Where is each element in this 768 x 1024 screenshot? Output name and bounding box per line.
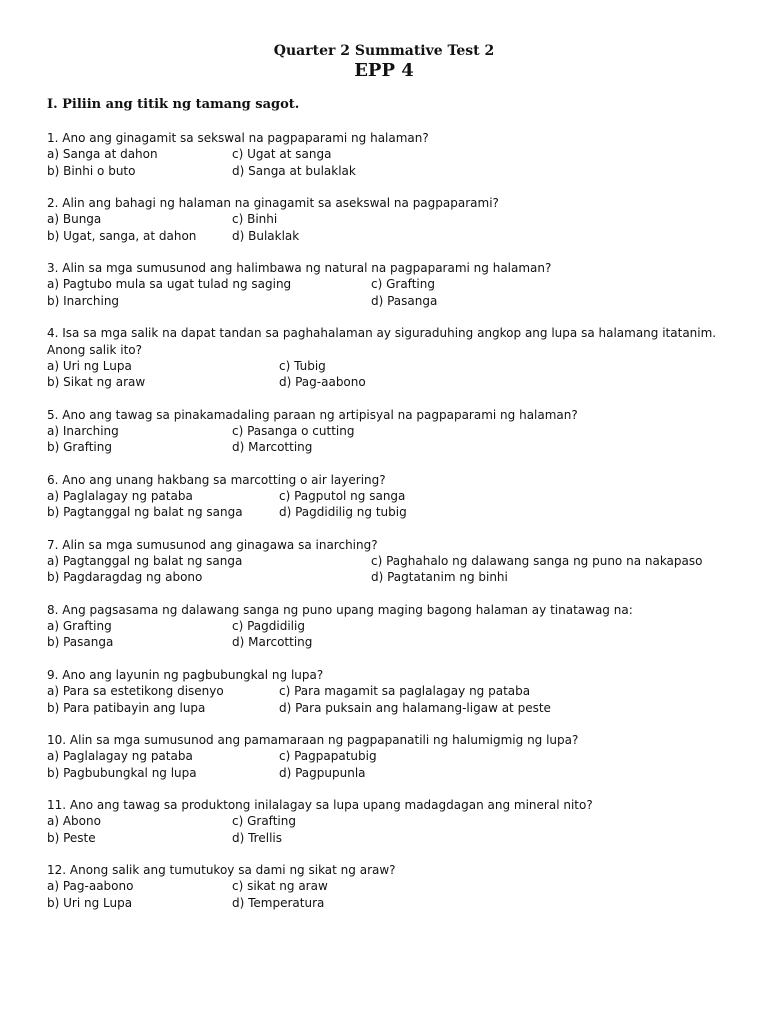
question-3 bbox=[47, 260, 737, 309]
question-list bbox=[47, 130, 737, 927]
question-11 bbox=[47, 797, 737, 846]
question-text: 1. Ano ang ginagamit sa sekswal na pagpaparami ng halaman? bbox=[47, 131, 429, 145]
question-text: 7. Alin sa mga sumusunod ang ginagawa sa inarching? bbox=[47, 537, 378, 552]
choice-c: c) Pasanga o cutting bbox=[232, 423, 355, 438]
choice-c: c) Pagputol ng sanga bbox=[279, 488, 406, 503]
question-text: 6. Ano ang unang hakbang sa marcotting o air layering? bbox=[47, 472, 386, 487]
question-8 bbox=[47, 602, 737, 651]
choice-c: c) Grafting bbox=[371, 277, 435, 292]
question-text: 3. Alin sa mga sumusunod ang halimbawa ng natural na pagpaparami ng halaman? bbox=[47, 261, 552, 276]
question-5 bbox=[47, 407, 737, 456]
choice-c: c) Para magamit sa paglalagay ng pataba bbox=[279, 684, 531, 699]
choice-b: b) Pagdaragdag ng abono bbox=[47, 570, 203, 585]
choice-d: d) Marcotting bbox=[232, 635, 313, 650]
choice-b: b) Para patibayin ang lupa bbox=[47, 700, 206, 715]
question-text: 8. Ang pagsasama ng dalawang sanga ng puno upang maging bagong halaman ay tinatawag na: bbox=[47, 602, 633, 617]
choice-d: d) Pagdidilig ng tubig bbox=[279, 505, 407, 520]
choice-b: b) Grafting bbox=[47, 440, 112, 455]
choice-c: c) Tubig bbox=[279, 358, 326, 373]
choice-a: a) Pag-aabono bbox=[47, 879, 134, 894]
choice-c: c) Paghahalo ng dalawang sanga ng puno na nakapaso bbox=[371, 554, 703, 569]
choice-d: d) Trellis bbox=[232, 830, 282, 845]
question-7 bbox=[47, 537, 737, 586]
choice-d: d) Pagtatanim ng binhi bbox=[371, 570, 508, 585]
choice-a: a) Bunga bbox=[47, 212, 102, 227]
choice-a: a) Abono bbox=[47, 814, 101, 829]
choice-b: b) Pagbubungkal ng lupa bbox=[47, 765, 197, 780]
choice-a: a) Uri ng Lupa bbox=[47, 358, 132, 373]
choice-d: d) Pag-aabono bbox=[279, 375, 366, 390]
question-text: 12. Anong salik ang tumutukoy sa dami ng sikat ng araw? bbox=[47, 863, 396, 878]
choice-d: d) Marcotting bbox=[232, 440, 313, 455]
choice-d: d) Bulaklak bbox=[232, 228, 300, 243]
instruction-heading: I. Piliin ang titik ng tamang sagot. bbox=[47, 97, 300, 112]
choice-a: a) Paglalagay ng pataba bbox=[47, 749, 193, 764]
question-2 bbox=[47, 195, 737, 244]
question-text: 5. Ano ang tawag sa pinakamadaling paraan ng artipisyal na pagpaparami ng halaman? bbox=[47, 407, 578, 422]
question-10 bbox=[47, 732, 737, 781]
choice-b: b) Binhi o buto bbox=[47, 163, 136, 178]
choice-b: b) Pasanga bbox=[47, 635, 114, 650]
question-text: 10. Alin sa mga sumusunod ang pamamaraan ng pagpapanatili ng halumigmig ng lupa? bbox=[47, 733, 579, 747]
choice-c: c) Grafting bbox=[232, 814, 296, 829]
question-text: 4. Isa sa mga salik na dapat tandan sa paghahalaman ay siguraduhing angkop ang lupa sa halamang itatanim. Anong salik ito? bbox=[47, 326, 717, 357]
question-text: 9. Ano ang layunin ng pagbubungkal ng lupa? bbox=[47, 667, 324, 682]
choice-a: a) Para sa estetikong disenyo bbox=[47, 684, 224, 699]
choice-c: c) Binhi bbox=[232, 212, 278, 227]
choice-c: c) Pagdidilig bbox=[232, 619, 305, 634]
choice-d: d) Pagpupunla bbox=[279, 765, 366, 780]
choice-a: a) Pagtubo mula sa ugat tulad ng saging bbox=[47, 277, 292, 292]
choice-d: d) Pasanga bbox=[371, 293, 438, 308]
question-6 bbox=[47, 472, 737, 521]
question-12 bbox=[47, 862, 737, 911]
choice-c: c) sikat ng araw bbox=[232, 879, 328, 894]
choice-c: c) Ugat at sanga bbox=[232, 147, 332, 162]
question-9 bbox=[47, 667, 737, 716]
choice-c: c) Pagpapatubig bbox=[279, 749, 377, 764]
choice-a: a) Sanga at dahon bbox=[47, 147, 158, 162]
choice-a: a) Inarching bbox=[47, 423, 119, 438]
choice-a: a) Paglalagay ng pataba bbox=[47, 488, 193, 503]
question-text: 11. Ano ang tawag sa produktong inilalagay sa lupa upang madagdagan ang mineral nito? bbox=[47, 798, 593, 813]
question-text: 2. Alin ang bahagi ng halaman na ginagamit sa asekswal na pagpaparami? bbox=[47, 196, 499, 211]
test-title: Quarter 2 Summative Test 2 bbox=[273, 43, 495, 59]
question-1 bbox=[47, 130, 737, 179]
choice-b: b) Inarching bbox=[47, 293, 120, 308]
choice-a: a) Grafting bbox=[47, 619, 112, 634]
choice-b: b) Peste bbox=[47, 830, 96, 845]
choice-d: d) Sanga at bulaklak bbox=[232, 163, 356, 178]
choice-d: d) Temperatura bbox=[232, 895, 325, 910]
question-4 bbox=[47, 325, 737, 390]
subject-title: EPP 4 bbox=[354, 60, 414, 81]
choice-b: b) Uri ng Lupa bbox=[47, 895, 133, 910]
choice-b: b) Pagtanggal ng balat ng sanga bbox=[47, 505, 243, 520]
choice-b: b) Sikat ng araw bbox=[47, 375, 146, 390]
choice-d: d) Para puksain ang halamang-ligaw at peste bbox=[279, 700, 551, 715]
choice-a: a) Pagtanggal ng balat ng sanga bbox=[47, 554, 243, 569]
choice-b: b) Ugat, sanga, at dahon bbox=[47, 228, 197, 243]
